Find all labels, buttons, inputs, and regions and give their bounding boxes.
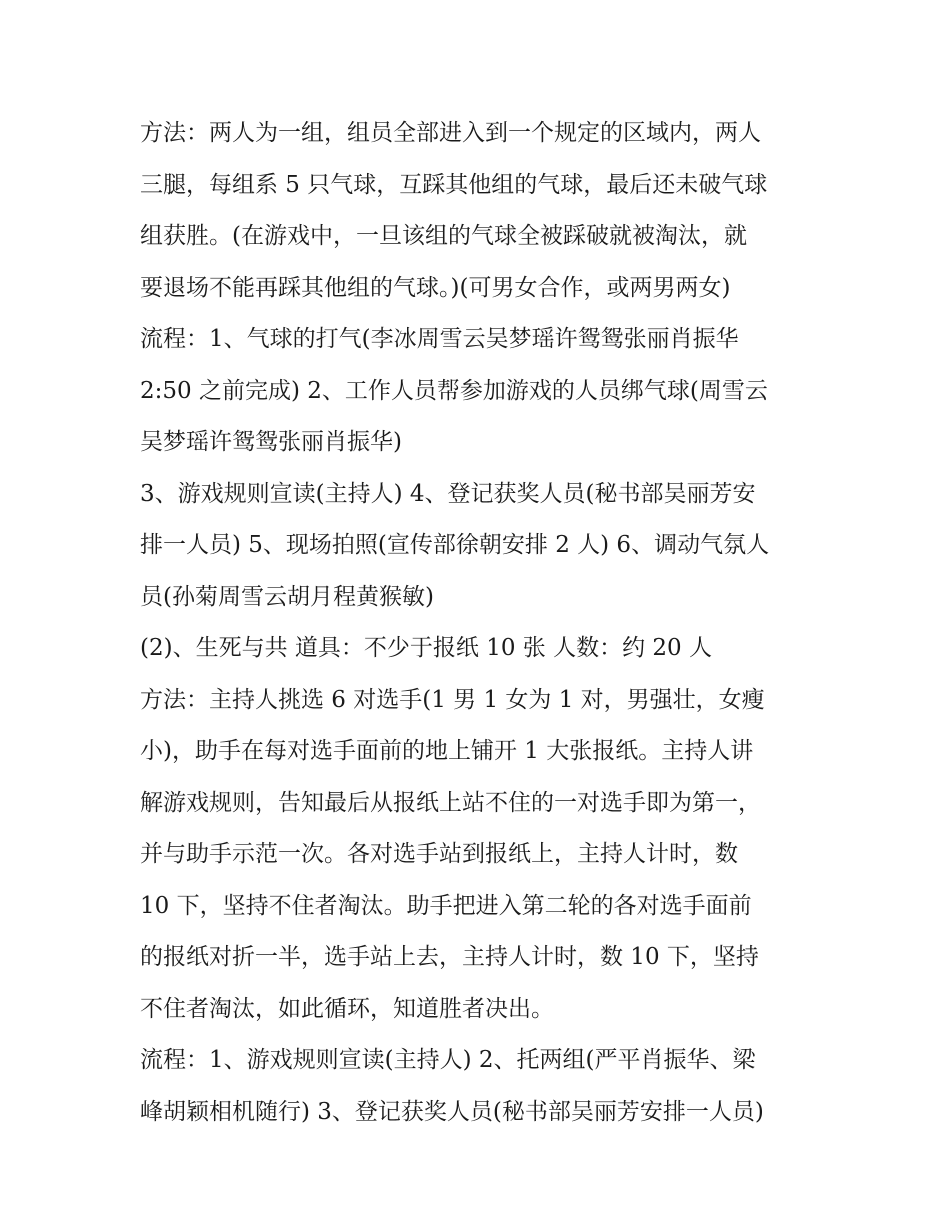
- text-line: 方法：两人为一组，组员全部进入到一个规定的区域内，两人: [140, 120, 761, 146]
- text-line: 方法：主持人挑选 6 对选手(1 男 1 女为 1 对，男强壮，女瘦: [140, 686, 765, 713]
- text-line: 并与助手示范一次。各对选手站到报纸上，主持人计时，数: [140, 841, 738, 867]
- text-line: 的报纸对折一半，选手站上去，主持人计时，数 10 下，坚持: [140, 944, 759, 970]
- text-line: 不住者淘汰，如此循环，知道胜者决出。: [140, 995, 554, 1022]
- text-line: 流程：1、气球的打气(李冰周雪云吴梦瑶许鸳鸳张丽肖振华: [140, 326, 739, 352]
- text-line: 吴梦瑶许鸳鸳张丽肖振华): [140, 429, 402, 455]
- text-line: 要退场不能再踩其他组的气球。)(可男女合作，或两男两女): [140, 274, 731, 301]
- body-text: [140, 108, 830, 1138]
- text-line: 组获胜。(在游戏中，一旦该组的气球全被踩破就被淘汰，就: [140, 223, 747, 249]
- text-line: 小)，助手在每对选手面前的地上铺开 1 大张报纸。主持人讲: [140, 738, 754, 764]
- text-line: 10 下，坚持不住者淘汰。助手把进入第二轮的各对选手面前: [140, 892, 752, 919]
- text-line: 员(孙菊周雪云胡月程黄猴敏): [140, 583, 434, 610]
- text-line: 峰胡颖相机随行) 3、登记获奖人员(秘书部吴丽芳安排一人员): [140, 1098, 764, 1125]
- text-line: 解游戏规则，告知最后从报纸上站不住的一对选手即为第一，: [140, 789, 761, 816]
- text-line: 排一人员) 5、现场拍照(宣传部徐朝安排 2 人) 6、调动气氛人: [140, 532, 770, 558]
- text-line: 3、游戏规则宣读(主持人) 4、登记获奖人员(秘书部吴丽芳安: [140, 480, 756, 507]
- section-heading-line: (2)、生死与共 道具：不少于报纸 10 张 人数：约 20 人: [140, 635, 712, 661]
- text-line: 2:50 之前完成) 2、工作人员帮参加游戏的人员绑气球(周雪云: [140, 377, 768, 404]
- text-line: 三腿，每组系 5 只气球，互踩其他组的气球，最后还未破气球: [140, 171, 768, 198]
- text-line: 流程：1、游戏规则宣读(主持人) 2、托两组(严平肖振华、梁: [140, 1047, 756, 1073]
